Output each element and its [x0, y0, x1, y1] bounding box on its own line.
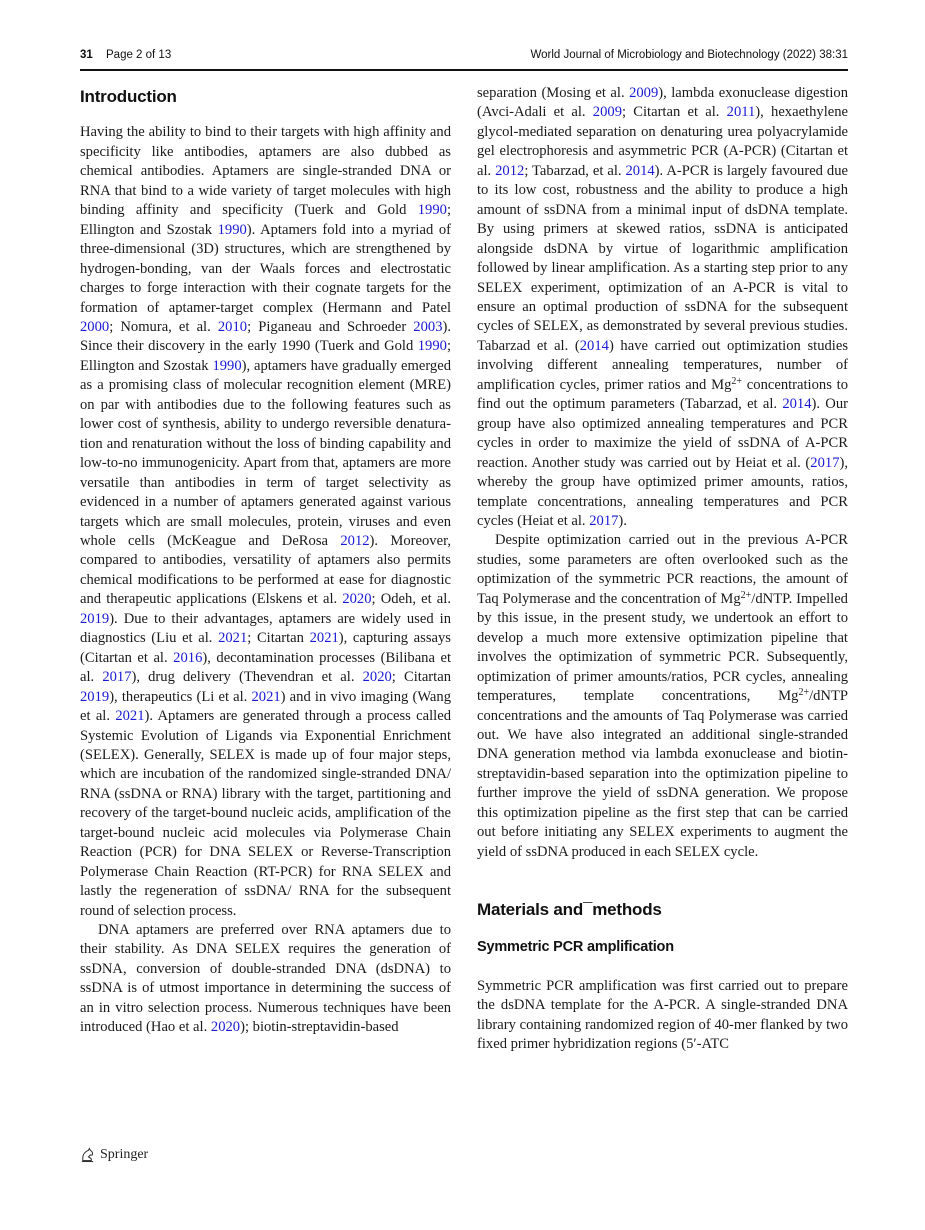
citation-link[interactable]: 2010	[217, 318, 248, 335]
section-heading-methods: Materials and¯methods	[477, 900, 662, 920]
citation-link[interactable]: 2014	[625, 162, 655, 179]
citation-link[interactable]: 2009	[592, 104, 622, 121]
citation-link[interactable]: 2020	[362, 669, 392, 686]
superscript: 2+	[740, 589, 752, 601]
text-run: /dNTP concentrations and the amounts of Taq Polymerase was carried out. We have also integrated an additional single-stranded DNA generation method via lambda exonuclease and biotin-streptavidin-based separation into the optimization pipeline to further improve the yield of ssDNA generation. We propose this optimization pipeline as the first step that can be carried out before initiating any SELEX experiments to augment the yield of ssDNA produced in each SELEX cycle.	[477, 688, 848, 860]
citation-link[interactable]: 2020	[210, 1019, 241, 1036]
text-run: ), capturing assays (Citartan et al.	[80, 630, 451, 666]
left-column	[80, 84, 451, 1038]
subsection-heading: Symmetric PCR amplification	[477, 938, 674, 955]
text-run: ; Piganeau and Schroeder	[247, 318, 414, 335]
text-run: ). Moreover, compared to antibodies, versatility of aptamers also permits chemical modifications to be performed at ease for diagnostic and therapeutic applications (Elskens et al.	[80, 532, 451, 608]
publisher-footer	[80, 1145, 148, 1165]
header-rule	[80, 69, 848, 71]
text-run: ), aptamers have gradually emerged as a promising class of molecular recognition element (MRE) on par with antibodies due to the following features such as lower cost of synthesis, ability to undergo reversible denaturation and renaturation without the loss of binding capability and low-to-no immunogenicity. Apart from that, aptamers are more versatile than antibodies in term of target selectivity as evidenced in a number of aptamers generated against various targets which are small molecules, protein, viruses and even whole cells (McKeague and DeRosa	[80, 357, 451, 549]
citation-link[interactable]: 2021	[115, 708, 145, 725]
right-column	[477, 84, 848, 1055]
text-run: ); biotin-streptavidin-based	[240, 1019, 399, 1036]
text-run: ), hexaethylene glycol-mediated separation on denaturing urea polyacrylamide gel electrophoresis and asymmetric PCR (A-PCR) (Citartan et al.	[477, 104, 849, 179]
citation-link[interactable]: 2021	[218, 630, 248, 647]
springer-horse-icon	[80, 1147, 95, 1163]
text-run: ) have carried out optimization studies involving different annealing temperatures, number of amplification cycles, primer ratios and Mg	[477, 337, 848, 393]
text-run: /dNTP. Impelled by this issue, in the present study, we undertook an effort to develop a much more extensive optimization pipeline that involves the optimization of symmetric PCR. Subsequently, optimization of primer amounts/ratios, PCR cycles, annealing temperatures, template concentrations, Mg	[477, 590, 848, 705]
citation-link[interactable]: 2014	[579, 337, 609, 354]
citation-link[interactable]: 1990	[417, 202, 447, 219]
paragraph	[80, 921, 451, 1038]
text-run: ), therapeutics (Li et al.	[109, 688, 252, 705]
citation-link[interactable]: 2019	[80, 610, 110, 627]
citation-link[interactable]: 2021	[309, 630, 339, 647]
citation-link[interactable]: 2017	[810, 454, 840, 471]
citation-link[interactable]: 2021	[251, 688, 281, 705]
text-run: ; Citartan	[247, 630, 310, 647]
journal-citation: World Journal of Microbiology and Biotechnology (2022) 38:31	[530, 49, 848, 61]
text-run: ; Odeh, et al.	[371, 591, 451, 608]
page-label: Page 2 of 13	[106, 49, 172, 61]
citation-link[interactable]: 2014	[782, 396, 812, 413]
text-run: ), drug delivery (Thevendran et al.	[131, 669, 363, 686]
text-run: ). Due to their advantages, aptamers are widely used in diagnostics (Liu et al.	[80, 610, 451, 647]
citation-link[interactable]: 2000	[80, 318, 110, 335]
citation-link[interactable]: 2016	[173, 649, 203, 666]
paragraph	[477, 531, 848, 862]
text-run: ; Tabarzad, et al.	[524, 162, 626, 179]
citation-link[interactable]: 1990	[217, 221, 247, 238]
text-run: ; Citartan	[391, 669, 451, 686]
text-run: Having the ability to bind to their targets with high affinity and specificity like antibodies, aptamers are also dubbed as chemical antibodies. Aptamers are single-stranded DNA or RNA that bind to a wide variety of target molecules with high binding affinity and specificity (Tuerk and Gold	[80, 124, 451, 219]
paragraph	[477, 84, 848, 531]
text-run: concentrations to find out the optimum parameters (Tabarzad, et al.	[477, 376, 848, 413]
text-run: ). Since their discovery in the early 1990 (Tuerk and Gold	[80, 318, 451, 355]
text-run: ), decontamination processes (Bilibana et al.	[80, 649, 452, 686]
text-run: ; Ellington and Szostak	[80, 338, 451, 374]
citation-link[interactable]: 2020	[342, 591, 372, 608]
article-number: 31	[80, 49, 93, 61]
text-run: Despite optimization carried out in the previous A-PCR studies, some parameters are often overlooked such as the optimization of the symmetric PCR reactions, the amount of Taq Polymerase and the concentration of Mg	[477, 532, 848, 607]
text-run: ). A-PCR is largely favoured due to its low cost, robustness and the ability to produce a high amount of ssDNA from a minimal input of dsDNA template. By using primers at skewed ratios, ssDNA is anticipated alongside dsDNA by virtue of logarithmic amplification followed by linear amplification. As a starting step prior to any SELEX experiment, optimization of an A-PCR is vital to ensure an optimal production of ssDNA for the subsequent cycles of SELEX, as demonstrated by several previous studies. Tabarzad et al. (	[477, 162, 848, 354]
text-run: ). Our group have also optimized annealing temperatures and PCR cycles in order to maximize the yield of ssDNA of A-PCR reaction. Another study was carried out by Heiat et al. (	[477, 396, 848, 471]
text-run: ). Aptamers fold into a myriad of three-dimensional (3D) structures, which are strengthened by hydrogen-bonding, van der Waals forces and electrostatic charges to forge interaction with their cognate targets for the formation of aptamer-target complex (Hermann and Patel	[80, 221, 451, 316]
citation-link[interactable]: 2003	[413, 318, 443, 335]
text-run: ; Ellington and Szostak	[80, 202, 451, 238]
citation-link[interactable]: 2019	[80, 688, 110, 705]
paragraph	[80, 123, 451, 921]
text-run: ; Nomura, et al.	[109, 318, 218, 335]
citation-link[interactable]: 1990	[212, 357, 242, 374]
running-header	[80, 49, 848, 65]
text-run: separation (Mosing et al.	[477, 85, 630, 101]
citation-link[interactable]: 1990	[417, 338, 447, 355]
text-run: ) and in vivo imaging (Wang et al.	[80, 688, 451, 725]
citation-link[interactable]: 2017	[589, 512, 619, 529]
text-run: ). Aptamers are generated through a process called Systemic Evolution of Ligands via Exponential Enrichment (SELEX). Generally, SELEX is made up of four major steps, which are incubation of the randomized single-stranded DNA/ RNA (ssDNA or RNA) library with the target, partitioning and recovery of the target-bound nucleic acids, amplification of the target-bound nucleic acid molecules via Polymerase Chain Reaction (PCR) for DNA SELEX or Reverse-Transcription Polymerase Chain Reaction (RT-PCR) for RNA SELEX and lastly the regeneration of ssDNA/ RNA for the subsequent round of selection process.	[80, 708, 451, 919]
text-run: ).	[618, 512, 627, 529]
text-run: ), lambda exonuclease digestion (Avci-Adali et al.	[477, 85, 848, 121]
section-heading-introduction: Introduction	[80, 87, 177, 106]
superscript: 2+	[798, 687, 810, 699]
text-run: Symmetric PCR amplification was first carried out to prepare the dsDNA template for the A-PCR. A single-stranded DNA library containing randomized region of 40-mer flanked by two fixed primer hybridization regions (5′-ATC	[477, 978, 848, 1053]
citation-link[interactable]: 2011	[726, 104, 756, 121]
paragraph	[477, 977, 848, 1055]
citation-link[interactable]: 2012	[340, 532, 370, 549]
citation-link[interactable]: 2017	[102, 669, 132, 686]
text-run: ; Citartan et al.	[621, 104, 727, 121]
superscript: 2+	[731, 375, 743, 387]
citation-link[interactable]: 2009	[629, 85, 659, 101]
publisher-name: Springer	[100, 1147, 149, 1162]
citation-link[interactable]: 2012	[495, 162, 525, 179]
text-run: DNA aptamers are preferred over RNA aptamers due to their stability. As DNA SELEX requires the generation of ssDNA, conversion of double-stranded DNA (dsDNA) to ssDNA is of utmost importance in determining the success of an in vitro selection process. Numerous techniques have been introduced (Hao et al.	[80, 922, 451, 1036]
text-run: ), whereby the group have optimized primer amounts, ratios, template concentrations, annealing temperatures and PCR cycles (Heiat et al.	[477, 454, 848, 529]
